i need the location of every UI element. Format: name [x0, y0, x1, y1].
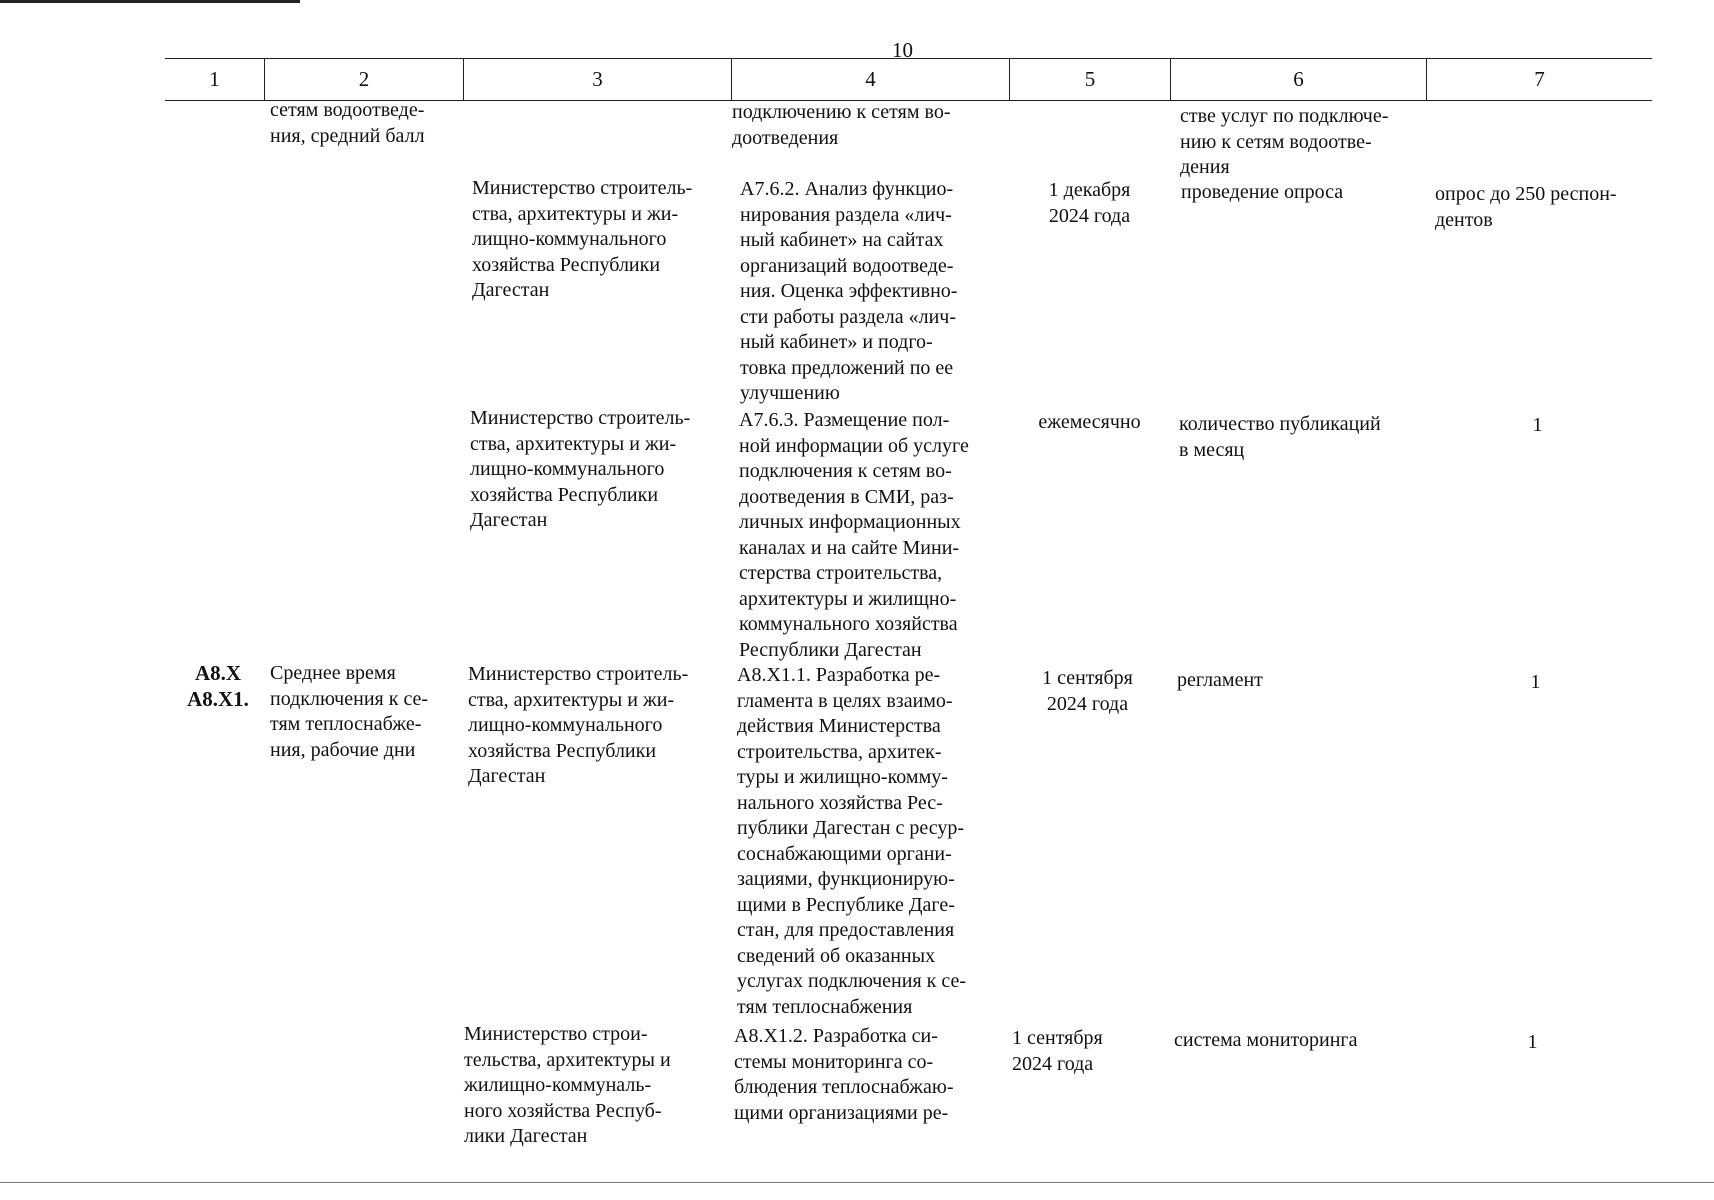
row-0-activity: подключению к сетям во- доотведения — [732, 101, 951, 149]
row-3-executor: Министерство строитель- ства, архитектуры и жи- лищно-коммунального хозяйства Республики Дагестан — [468, 663, 689, 787]
row-3-result: регламент — [1177, 669, 1263, 691]
header-col-2: 2 — [265, 59, 464, 100]
header-col-1: 1 — [165, 59, 265, 100]
row-2-executor: Министерство строитель- ства, архитектуры и жи- лищно-коммунального хозяйства Республики Дагестан — [470, 407, 691, 531]
header-col-6: 6 — [1171, 59, 1427, 100]
header-col-5: 5 — [1010, 59, 1171, 100]
row-3-deadline: 1 сентября 2024 года — [1042, 667, 1133, 715]
row-1-activity: А7.6.2. Анализ функцио- нирования раздела «лич- ный кабинет» на сайтах организаций водоотведе- ния. Оценка эффективно- сти работы раздела «лич- ный кабинет» и подго- товка предложений по ее улучшению — [740, 178, 958, 404]
table-header-row — [165, 58, 1652, 101]
row-1-executor: Министерство строитель- ства, архитектуры и жи- лищно-коммунального хозяйства Республики Дагестан — [472, 177, 693, 301]
row-3-code: А8.Х А8.Х1. — [187, 661, 249, 711]
row-4-activity: А8.Х1.2. Разработка си- стемы мониторинга со- блюдения теплоснабжаю- щими организациями ре- — [734, 1025, 954, 1124]
row-2-result: количество публикаций в месяц — [1179, 413, 1381, 461]
header-col-7: 7 — [1534, 67, 1545, 91]
bottom-edge-rule — [0, 1182, 1714, 1183]
row-0-result: стве услуг по подключе- нию к сетям водоотве- дения — [1180, 105, 1389, 178]
row-4-result: система мониторинга — [1174, 1029, 1358, 1051]
row-1-result: проведение опроса — [1181, 181, 1344, 203]
header-col-3: 3 — [464, 59, 732, 100]
row-1-target: опрос до 250 респон- дентов — [1435, 183, 1617, 231]
row-4-deadline: 1 сентября 2024 года — [1012, 1027, 1103, 1075]
page-number: 10 — [892, 38, 913, 62]
row-2-deadline: ежемесячно — [1038, 411, 1141, 433]
header-col-4: 4 — [732, 59, 1010, 100]
row-0-indicator: сетям водоотведе- ния, средний балл — [270, 99, 425, 147]
row-3-target: 1 — [1530, 671, 1541, 693]
row-4-executor: Министерство строи- тельства, архитектуры и жилищно-коммуналь- ного хозяйства Респуб- лики Дагестан — [464, 1023, 671, 1147]
top-edge-rule — [0, 0, 300, 3]
row-4-target: 1 — [1527, 1031, 1538, 1053]
row-2-activity: А7.6.3. Размещение пол- ной информации об услуге подключения к сетям во- доотведения в СМИ, раз- личных информационных каналах и на сайте Мини- стерства строительства, архитектуры и жилищно- коммунального хозяйства Республики Дагестан — [739, 409, 969, 661]
row-2-target: 1 — [1532, 414, 1543, 436]
row-1-deadline: 1 декабря 2024 года — [1048, 179, 1131, 227]
row-3-activity: А8.Х1.1. Разработка ре- гламента в целях взаимо- действия Министерства строительства, архитек- туры и жилищно-комму- нального хозяйства Рес- публики Дагестан с ресур- соснабжающими органи- зациями, функционирую- щими в Республике Даге- стан, для предоставления сведений об оказанных услугах подключения к се- тям теплоснабжения — [737, 664, 967, 1018]
row-3-indicator: Среднее время подключения к се- тям теплоснабже- ния, рабочие дни — [270, 662, 429, 761]
